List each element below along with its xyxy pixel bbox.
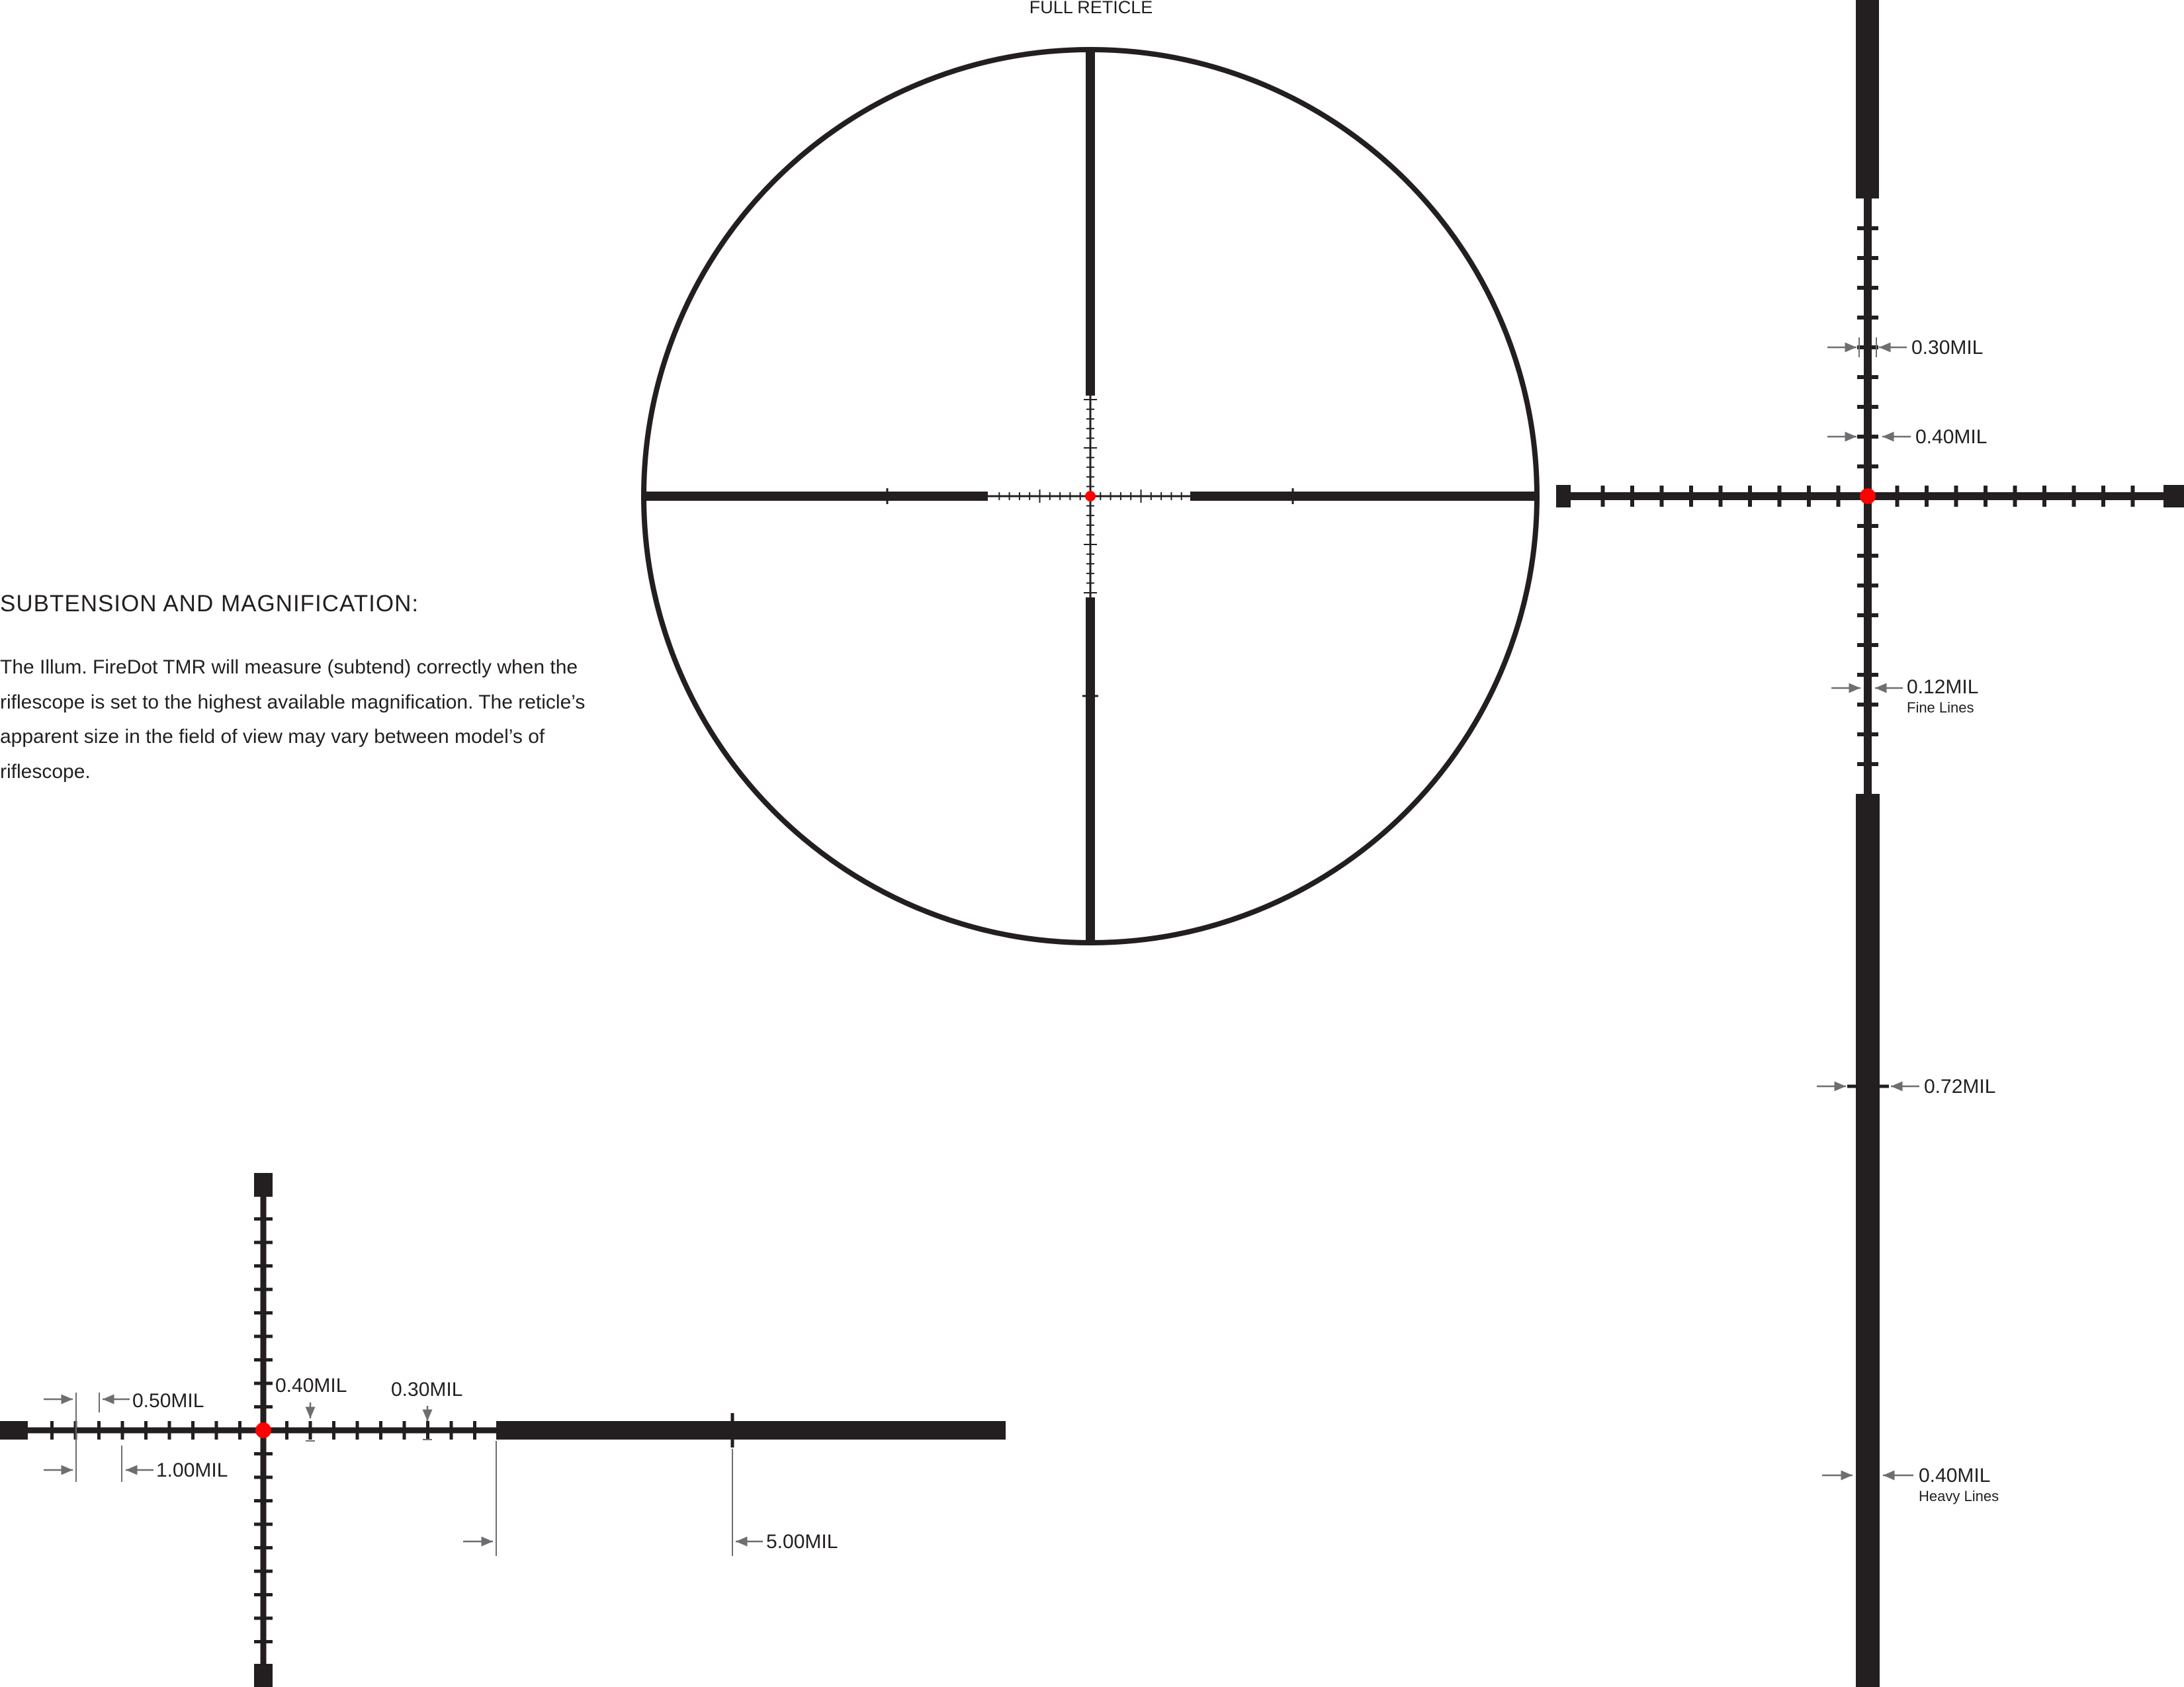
top-end-cap bbox=[254, 1173, 273, 1197]
right-heavy-post bbox=[496, 1421, 1006, 1440]
heavy-lines-caption: Heavy Lines bbox=[1919, 1488, 1999, 1504]
horizontal-detail bbox=[0, 1173, 1006, 1687]
fine-lines-caption: Fine Lines bbox=[1907, 699, 1974, 716]
top-thick-post bbox=[1086, 50, 1095, 396]
lower-heavy-post bbox=[1856, 794, 1880, 1687]
fine-lines-width-label: 0.12MIL bbox=[1907, 676, 1979, 698]
center-firedot bbox=[1085, 491, 1096, 501]
detail-firedot bbox=[255, 1422, 271, 1438]
tick-width-label: 0.30MIL bbox=[1911, 337, 1984, 359]
bottom-thick-post bbox=[1086, 597, 1095, 943]
full-reticle bbox=[642, 0, 1538, 943]
minor-tick-spacing-label: 0.30MIL bbox=[391, 1379, 463, 1401]
heavy-lines-width-label: 0.40MIL bbox=[1919, 1465, 1991, 1487]
full-reticle-title: FULL RETICLE bbox=[1029, 0, 1153, 17]
subtension-description: The Illum. FireDot TMR will measure (subtend) correctly when the riflescope is set to the highest available magnification. The reticle’s apparent size in the field of view may vary between model’s of riflescope. bbox=[0, 656, 586, 783]
minor-tick-width-label: 0.40MIL bbox=[275, 1375, 347, 1397]
detail-firedot bbox=[1860, 488, 1876, 504]
left-end-cap bbox=[1556, 485, 1571, 507]
right-end-cap bbox=[2163, 485, 2184, 507]
major-tick-width-label: 0.50MIL bbox=[132, 1390, 204, 1412]
tick-spacing-label: 0.40MIL bbox=[1915, 426, 1987, 448]
post-mark-label: 5.00MIL bbox=[766, 1531, 838, 1553]
left-end-cap bbox=[0, 1421, 28, 1440]
left-thick-post bbox=[642, 492, 988, 501]
post-tick-label: 0.72MIL bbox=[1924, 1076, 1996, 1098]
upper-heavy-post bbox=[1856, 0, 1879, 198]
subtension-heading: SUBTENSION AND MAGNIFICATION: bbox=[0, 591, 419, 617]
vertical-detail bbox=[1556, 0, 2184, 1687]
major-tick-spacing-label: 1.00MIL bbox=[156, 1459, 228, 1481]
right-thick-post bbox=[1190, 492, 1538, 501]
bottom-end-cap bbox=[254, 1664, 273, 1687]
